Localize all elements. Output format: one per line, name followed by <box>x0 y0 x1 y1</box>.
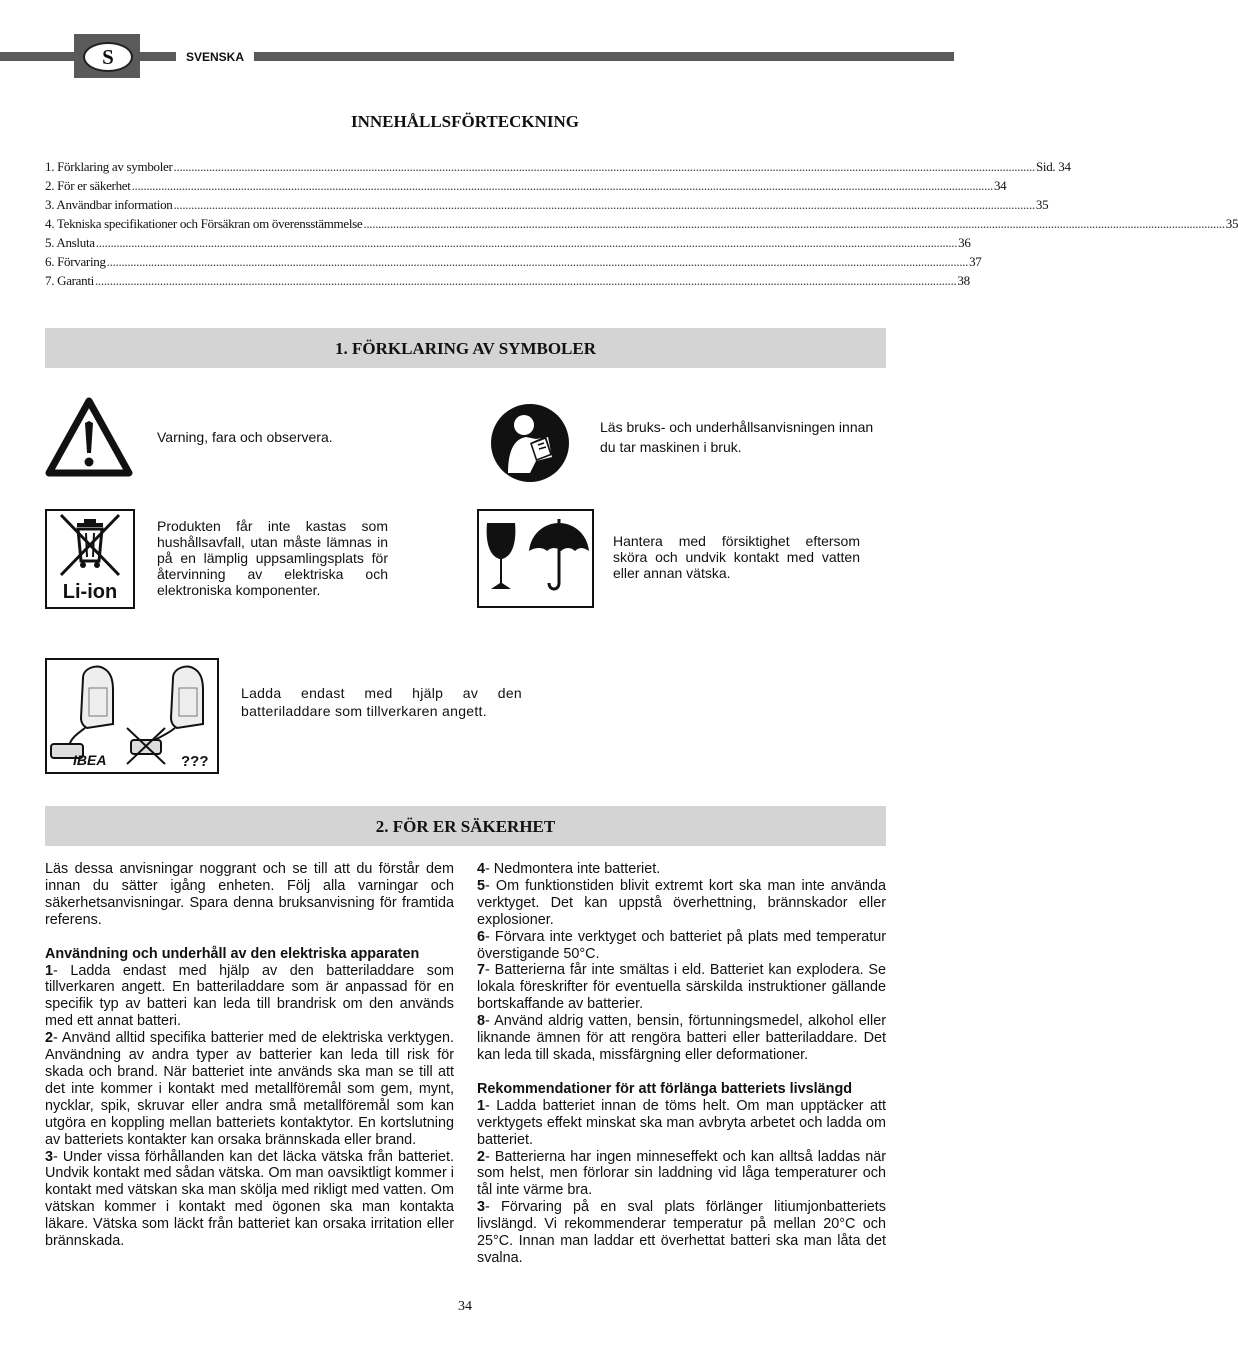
safety-item-text: - Under vissa förhållanden kan det läcka vätska från batteriet. Undvik kontakt med sådan vätska. Om man oavsiktligt kommer i kontakt med vätskan ska man skölja med rikligt med vatten. Om vätskan kommer i kontakt med ögonen ska man kontakta läkare. Vätska som läckt från batteriet kan orsaka irritation eller brännskada. <box>45 1148 454 1250</box>
toc-item-label: 5. Ansluta <box>45 235 95 250</box>
safety-item-text: - Använd aldrig vatten, bensin, förtunningsmedel, alkohol eller liknande ämnen för att rengöra batteri eller batteriladdare. Det kan leda till skada, missfärgning eller deformationer. <box>477 1013 886 1063</box>
charger-brand-label: IBEA <box>73 752 107 768</box>
page-number: 34 <box>458 1299 472 1314</box>
warning-text: Varning, fara och observera. <box>157 429 333 445</box>
charger-unknown-label: ??? <box>181 753 209 770</box>
safety-item-text: - Ladda endast med hjälp av den batteriladdare som tillverkaren angett. En batteriladdare som är anpassad för en specifik typ av batteri kan leda till brandrisk om den används med ett annat batteri. <box>45 962 454 1030</box>
safety-item-number: 4 <box>477 861 486 877</box>
safety-item <box>477 861 886 878</box>
toc-leader: .................................................................................................................................................................................................................................................................................................... <box>95 235 958 250</box>
fragile-symbol <box>477 509 594 608</box>
safety-left-column <box>45 861 454 1250</box>
safety-item <box>477 1013 886 1064</box>
safety-item-number: 2 <box>45 1030 54 1047</box>
crossed-bin-icon <box>47 511 133 581</box>
header-rule-right <box>254 52 954 61</box>
toc-title: INNEHÅLLSFÖRTECKNING <box>351 112 579 131</box>
toc-leader: .................................................................................................................................................................................................................................................................................................... <box>173 159 1035 174</box>
charger-text: Ladda endast med hjälp av den batteriladdare som tillverkaren angett. <box>241 685 522 719</box>
header-rule-left <box>0 52 74 61</box>
toc-item[interactable] <box>45 197 1049 216</box>
battery-item-number: 2 <box>477 1148 486 1165</box>
battery-item-text: - Förvaring på en sval plats förlänger litiumjonbatteriets livslängd. Vi rekommenderar temperatur på mellan 20°C och 25°C. Innan man laddar ett överhettat batteri ska man låta det svalna. <box>477 1199 886 1266</box>
toc-leader: .................................................................................................................................................................................................................................................................................................... <box>173 197 1035 212</box>
safety-item <box>477 962 886 1013</box>
safety-item-number: 1 <box>45 962 54 979</box>
toc-item-label: 2. För er säkerhet <box>45 178 131 193</box>
toc-item-page: Sid. 34 <box>1035 159 1071 174</box>
toc-leader: .................................................................................................................................................................................................................................................................................................... <box>106 254 969 269</box>
charger-symbol <box>45 658 219 774</box>
safety-item-text: - Förvara inte verktyget och batteriet på plats med temperatur överstigande 50°C. <box>477 928 886 962</box>
battery-item-number: 1 <box>477 1097 486 1114</box>
safety-item-number: 7 <box>477 962 486 979</box>
glass-umbrella-icon <box>479 511 592 606</box>
toc-item-page: 38 <box>957 273 970 288</box>
battery-item-text: - Ladda batteriet innan de töms helt. Om man upptäcker att verktygets effekt minskat ska man avbryta arbetet och ladda om batteriet. <box>477 1097 886 1148</box>
battery-item <box>477 1098 886 1149</box>
toc-item[interactable] <box>45 178 1007 197</box>
safety-heading-text: Användning och underhåll av den elektriska apparaten <box>45 945 420 962</box>
safety-item-text: - Om funktionstiden blivit extremt kort ska man inte använda verktyget. Det kan uppstå överhettning, brännskador eller explosioner. <box>477 877 886 928</box>
toc-item[interactable] <box>45 254 982 273</box>
safety-item <box>45 1149 454 1250</box>
safety-item-text: - Använd alltid specifika batterier med de elektriska verktygen. Användning av andra typer av batterier kan leda till risk för skada och brand. När batteriet inte används ska man se till att det inte kommer i kontakt med metallföremål som gem, mynt, nycklar, spik, skruvar eller andra små metallföremål som kan utgöra en koppling mellan batteriets kontaktytor. En kortslutning av batteriets kontakter kan orsaka brännskada eller brand. <box>45 1030 454 1148</box>
safety-item-number: 3 <box>45 1148 54 1165</box>
battery-item <box>477 1149 886 1200</box>
toc-item[interactable] <box>45 216 1238 235</box>
disposal-text: Produkten får inte kastas som hushållsavfall, utan måste lämnas in på en lämplig uppsamlingsplats för återvinning av elektriska och elektroniska komponenter. <box>157 518 388 598</box>
toc-item-label: 3. Användbar information <box>45 197 173 212</box>
toc-item-label: 4. Tekniska specifikationer och Försäkran om överensstämmelse <box>45 216 363 231</box>
safety-item-text: - Batterierna får inte smältas i eld. Batteriet kan explodera. Se lokala föreskrifter för eventuella särskilda instruktioner gällande bortskaffande av batterier. <box>477 962 886 1013</box>
toc-item[interactable] <box>45 273 970 292</box>
toc-leader: .................................................................................................................................................................................................................................................................................................... <box>94 273 957 288</box>
read-manual-text: Läs bruks- och underhållsanvisningen innan du tar maskinen i bruk. <box>600 419 874 455</box>
safety-item <box>45 963 454 1031</box>
li-ion-label: Li-ion <box>62 581 118 603</box>
safety-item-number: 5 <box>477 877 486 894</box>
safety-item <box>477 878 886 929</box>
safety-item <box>477 929 886 963</box>
battery-heading <box>477 1081 886 1098</box>
battery-item-text: - Batterierna har ingen minneseffekt och kan alltså laddas när som helst, men förlorar sin laddning vid låga temperaturer och tål inte värme bra. <box>477 1148 886 1199</box>
safety-heading <box>45 946 454 963</box>
toc-list <box>45 159 1238 292</box>
section-2-header: 2. FÖR ER SÄKERHET <box>45 806 886 846</box>
battery-item <box>477 1199 886 1267</box>
battery-item-number: 3 <box>477 1199 486 1216</box>
safety-item-number: 6 <box>477 928 486 945</box>
toc-item[interactable] <box>45 235 971 254</box>
language-badge <box>74 34 140 78</box>
toc-leader: .................................................................................................................................................................................................................................................................................................... <box>363 216 1225 231</box>
toc-item-page: 37 <box>969 254 982 269</box>
read-manual-icon <box>490 403 570 483</box>
safety-item-number: 8 <box>477 1013 486 1030</box>
safety-item-text: - Nedmontera inte batteriet. <box>485 861 661 877</box>
header-rule-mid <box>140 52 176 61</box>
safety-right-column <box>477 861 886 1267</box>
section-1-header: 1. FÖRKLARING AV SYMBOLER <box>45 328 886 368</box>
toc-item-label: 7. Garanti <box>45 273 94 288</box>
safety-item <box>45 1030 454 1148</box>
disposal-symbol <box>45 509 135 609</box>
toc-leader: .................................................................................................................................................................................................................................................................................................... <box>131 178 993 193</box>
safety-intro: Läs dessa anvisningar noggrant och se till att du förstår dem innan du sätter igång enheten. Följ alla varningar och säkerhetsanvisningar. Spara denna bruksanvisning för framtida referens. <box>45 861 454 928</box>
toc-item[interactable] <box>45 159 1071 178</box>
language-badge-letter: S <box>83 42 133 72</box>
toc-item-page: 34 <box>993 178 1007 193</box>
toc-item-page: 36 <box>958 235 971 250</box>
battery-heading-text: Rekommendationer för att förlänga batteriets livslängd <box>477 1080 853 1097</box>
fragile-text: Hantera med försiktighet eftersom sköra och undvik kontakt med vatten eller annan vätska. <box>613 533 860 581</box>
toc-item-page: 35 <box>1035 197 1049 212</box>
language-label: SVENSKA <box>176 49 254 65</box>
warning-icon <box>45 397 133 477</box>
toc-item-page: 35 <box>1225 216 1238 231</box>
toc-item-label: 6. Förvaring <box>45 254 106 269</box>
toc-item-label: 1. Förklaring av symboler <box>45 159 173 174</box>
